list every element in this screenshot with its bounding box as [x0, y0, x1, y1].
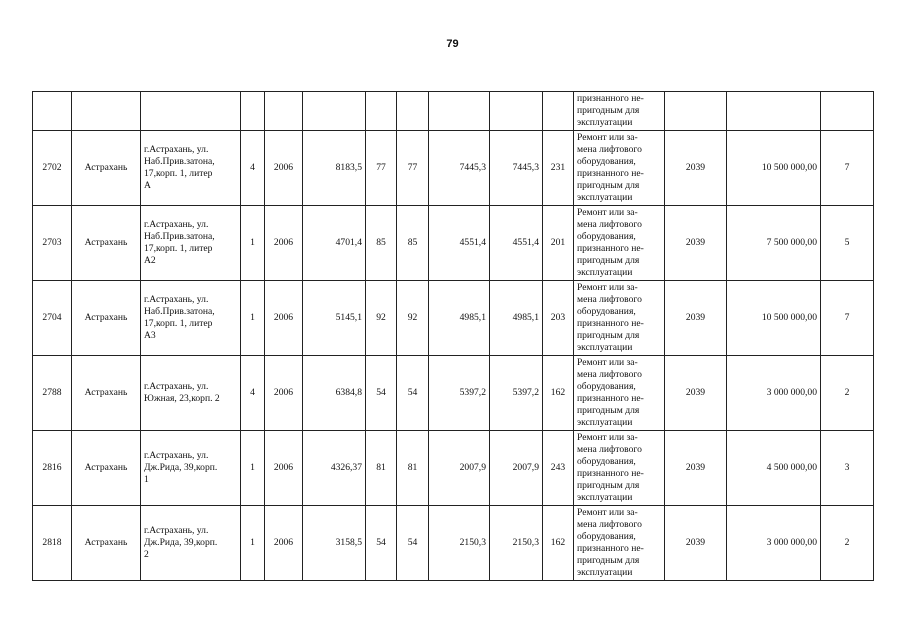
- cell-plan-year: 2039: [665, 281, 727, 356]
- cell-col4: 1: [241, 206, 265, 281]
- register-table: [32, 91, 874, 581]
- cell-last: 2: [821, 506, 874, 581]
- cell-area-total: 6384,8: [303, 356, 366, 431]
- cell-empty: [303, 92, 366, 131]
- cell-id: 2703: [33, 206, 72, 281]
- cell-address: г.Астрахань, ул. Дж.Рида, 39,корп. 1: [141, 431, 241, 506]
- cell-year: 2006: [265, 131, 303, 206]
- cell-area-b: 4551,4: [490, 206, 543, 281]
- cell-residents: 162: [543, 356, 574, 431]
- cell-address: г.Астрахань, ул. Наб.Прив.затона, 17,корп. 1, литер А: [141, 131, 241, 206]
- cell-last: 2: [821, 356, 874, 431]
- cell-col8: 54: [397, 506, 429, 581]
- cell-col8: 77: [397, 131, 429, 206]
- cell-residents: 162: [543, 506, 574, 581]
- cell-area-b: 2007,9: [490, 431, 543, 506]
- cell-empty: [141, 92, 241, 131]
- cell-work-type: признанного не- пригодным для эксплуатации: [574, 92, 665, 131]
- cell-empty: [72, 92, 141, 131]
- table-row: [33, 281, 874, 356]
- table-row: [33, 506, 874, 581]
- cell-id: 2702: [33, 131, 72, 206]
- cell-area-total: 5145,1: [303, 281, 366, 356]
- cell-area-a: 2150,3: [429, 506, 490, 581]
- table-row-continuation: [33, 92, 874, 131]
- cell-col8: 92: [397, 281, 429, 356]
- cell-area-total: 8183,5: [303, 131, 366, 206]
- table-row: [33, 206, 874, 281]
- cell-area-a: 4551,4: [429, 206, 490, 281]
- cell-empty: [265, 92, 303, 131]
- cell-work-type: Ремонт или за- мена лифтового оборудования, признанного не- пригодным для эксплуатации: [574, 431, 665, 506]
- cell-id: 2818: [33, 506, 72, 581]
- cell-col7: 85: [366, 206, 397, 281]
- cell-col7: 77: [366, 131, 397, 206]
- cell-year: 2006: [265, 506, 303, 581]
- cell-empty: [397, 92, 429, 131]
- cell-cost: 10 500 000,00: [727, 281, 821, 356]
- cell-plan-year: 2039: [665, 431, 727, 506]
- cell-area-a: 4985,1: [429, 281, 490, 356]
- cell-col8: 81: [397, 431, 429, 506]
- cell-area-a: 2007,9: [429, 431, 490, 506]
- cell-address: г.Астрахань, ул. Дж.Рида, 39,корп. 2: [141, 506, 241, 581]
- cell-id: 2788: [33, 356, 72, 431]
- cell-city: Астрахань: [72, 506, 141, 581]
- cell-cost: 4 500 000,00: [727, 431, 821, 506]
- cell-empty: [429, 92, 490, 131]
- cell-city: Астрахань: [72, 206, 141, 281]
- cell-col4: 1: [241, 506, 265, 581]
- cell-empty: [665, 92, 727, 131]
- cell-area-total: 3158,5: [303, 506, 366, 581]
- cell-plan-year: 2039: [665, 131, 727, 206]
- cell-empty: [33, 92, 72, 131]
- table-body: [33, 92, 874, 581]
- cell-last: 7: [821, 281, 874, 356]
- cell-col8: 85: [397, 206, 429, 281]
- cell-empty: [241, 92, 265, 131]
- cell-area-b: 7445,3: [490, 131, 543, 206]
- cell-city: Астрахань: [72, 356, 141, 431]
- cell-empty: [727, 92, 821, 131]
- cell-area-b: 2150,3: [490, 506, 543, 581]
- cell-work-type: Ремонт или за- мена лифтового оборудования, признанного не- пригодным для эксплуатации: [574, 506, 665, 581]
- cell-col7: 81: [366, 431, 397, 506]
- cell-empty: [543, 92, 574, 131]
- cell-work-type: Ремонт или за- мена лифтового оборудования, признанного не- пригодным для эксплуатации: [574, 206, 665, 281]
- cell-col4: 4: [241, 131, 265, 206]
- cell-address: г.Астрахань, ул. Наб.Прив.затона, 17,корп. 1, литер А2: [141, 206, 241, 281]
- cell-year: 2006: [265, 206, 303, 281]
- cell-cost: 7 500 000,00: [727, 206, 821, 281]
- cell-address: г.Астрахань, ул. Южная, 23,корп. 2: [141, 356, 241, 431]
- page-number: 79: [446, 38, 459, 50]
- cell-empty: [366, 92, 397, 131]
- cell-residents: 203: [543, 281, 574, 356]
- cell-city: Астрахань: [72, 431, 141, 506]
- cell-work-type: Ремонт или за- мена лифтового оборудования, признанного не- пригодным для эксплуатации: [574, 281, 665, 356]
- cell-last: 7: [821, 131, 874, 206]
- cell-plan-year: 2039: [665, 356, 727, 431]
- cell-residents: 231: [543, 131, 574, 206]
- cell-col7: 92: [366, 281, 397, 356]
- cell-col8: 54: [397, 356, 429, 431]
- cell-cost: 10 500 000,00: [727, 131, 821, 206]
- cell-area-total: 4326,37: [303, 431, 366, 506]
- cell-residents: 243: [543, 431, 574, 506]
- cell-area-total: 4701,4: [303, 206, 366, 281]
- cell-work-type: Ремонт или за- мена лифтового оборудования, признанного не- пригодным для эксплуатации: [574, 356, 665, 431]
- cell-area-b: 5397,2: [490, 356, 543, 431]
- cell-year: 2006: [265, 356, 303, 431]
- table-row: [33, 131, 874, 206]
- cell-col7: 54: [366, 356, 397, 431]
- cell-area-b: 4985,1: [490, 281, 543, 356]
- cell-id: 2704: [33, 281, 72, 356]
- cell-city: Астрахань: [72, 281, 141, 356]
- table-row: [33, 431, 874, 506]
- cell-col4: 1: [241, 281, 265, 356]
- cell-residents: 201: [543, 206, 574, 281]
- cell-year: 2006: [265, 281, 303, 356]
- cell-cost: 3 000 000,00: [727, 506, 821, 581]
- table-row: [33, 356, 874, 431]
- cell-year: 2006: [265, 431, 303, 506]
- cell-col4: 1: [241, 431, 265, 506]
- cell-address: г.Астрахань, ул. Наб.Прив.затона, 17,корп. 1, литер А3: [141, 281, 241, 356]
- cell-empty: [490, 92, 543, 131]
- cell-city: Астрахань: [72, 131, 141, 206]
- cell-area-a: 5397,2: [429, 356, 490, 431]
- cell-work-type: Ремонт или за- мена лифтового оборудования, признанного не- пригодным для эксплуатации: [574, 131, 665, 206]
- cell-last: 5: [821, 206, 874, 281]
- cell-empty: [821, 92, 874, 131]
- cell-cost: 3 000 000,00: [727, 356, 821, 431]
- cell-col4: 4: [241, 356, 265, 431]
- cell-plan-year: 2039: [665, 206, 727, 281]
- cell-last: 3: [821, 431, 874, 506]
- cell-col7: 54: [366, 506, 397, 581]
- cell-area-a: 7445,3: [429, 131, 490, 206]
- cell-id: 2816: [33, 431, 72, 506]
- cell-plan-year: 2039: [665, 506, 727, 581]
